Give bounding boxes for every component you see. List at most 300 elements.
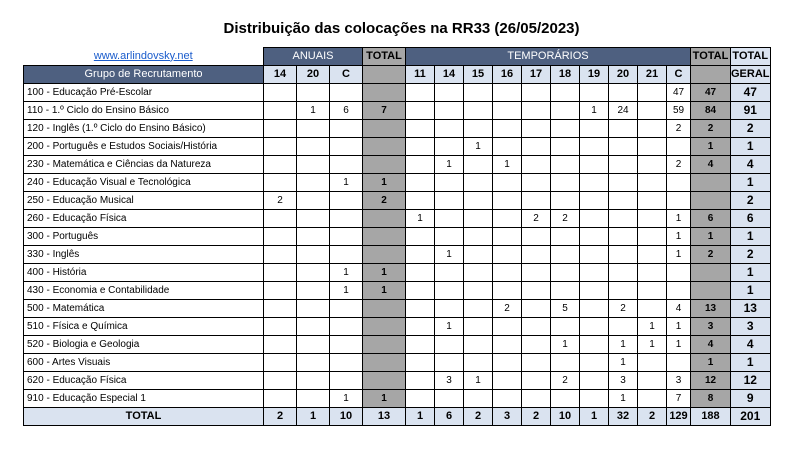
total-geral-cell: 91 bbox=[731, 102, 771, 120]
total-anuais-cell bbox=[363, 336, 406, 354]
temp-cell bbox=[435, 120, 464, 138]
temp-cell bbox=[464, 120, 493, 138]
group-name-cell: 510 - Física e Química bbox=[24, 318, 264, 336]
temp-cell bbox=[464, 390, 493, 408]
anuais-cell bbox=[264, 228, 297, 246]
group-name-cell: 330 - Inglês bbox=[24, 246, 264, 264]
site-link[interactable]: www.arlindovsky.net bbox=[93, 49, 193, 62]
total-temp-cell: 2 bbox=[691, 120, 731, 138]
temp-cell bbox=[493, 318, 522, 336]
temp-cell bbox=[406, 84, 435, 102]
anuais-cell bbox=[264, 318, 297, 336]
temp-cell bbox=[406, 318, 435, 336]
anuais-cell bbox=[264, 84, 297, 102]
table-row bbox=[24, 84, 771, 102]
table-row bbox=[24, 372, 771, 390]
total-temp-cell: 4 bbox=[691, 336, 731, 354]
anuais-cell bbox=[330, 246, 363, 264]
temp-cell bbox=[406, 390, 435, 408]
temp-cell bbox=[493, 390, 522, 408]
temp-cell bbox=[493, 282, 522, 300]
totals-temp-cell: 129 bbox=[667, 408, 691, 426]
temp-cell bbox=[464, 228, 493, 246]
totals-temp-cell: 2 bbox=[464, 408, 493, 426]
temp-cell bbox=[464, 174, 493, 192]
temp-cell bbox=[464, 282, 493, 300]
temp-col-header: C bbox=[667, 66, 691, 84]
totals-label: TOTAL bbox=[24, 408, 264, 426]
temp-cell bbox=[406, 336, 435, 354]
temp-cell bbox=[638, 210, 667, 228]
temp-cell bbox=[406, 192, 435, 210]
temp-cell bbox=[609, 246, 638, 264]
temp-cell bbox=[638, 264, 667, 282]
group-name-cell: 250 - Educação Musical bbox=[24, 192, 264, 210]
temp-cell bbox=[638, 354, 667, 372]
temp-cell bbox=[609, 138, 638, 156]
temp-cell bbox=[580, 120, 609, 138]
temp-col-header: 16 bbox=[493, 66, 522, 84]
total-anuais-cell bbox=[363, 84, 406, 102]
anuais-cell bbox=[264, 390, 297, 408]
temp-cell bbox=[580, 282, 609, 300]
temp-cell: 7 bbox=[667, 390, 691, 408]
temp-cell bbox=[406, 228, 435, 246]
temp-cell bbox=[406, 282, 435, 300]
total-anuais-cell: 1 bbox=[363, 264, 406, 282]
temp-cell bbox=[435, 210, 464, 228]
temp-cell bbox=[609, 156, 638, 174]
temp-col-header: 15 bbox=[464, 66, 493, 84]
total-geral-cell: 4 bbox=[731, 156, 771, 174]
temp-cell bbox=[435, 300, 464, 318]
temporarios-header: TEMPORÁRIOS bbox=[406, 48, 691, 66]
totals-temp-cell: 2 bbox=[638, 408, 667, 426]
temp-cell bbox=[493, 228, 522, 246]
anuais-cell bbox=[297, 264, 330, 282]
total-temp-cell: 1 bbox=[691, 354, 731, 372]
temp-cell bbox=[522, 102, 551, 120]
table-row bbox=[24, 354, 771, 372]
total-geral-cell: 1 bbox=[731, 174, 771, 192]
total-temp-cell bbox=[691, 264, 731, 282]
anuais-cell bbox=[297, 336, 330, 354]
temp-cell bbox=[406, 300, 435, 318]
temp-cell bbox=[522, 174, 551, 192]
anuais-cell: 1 bbox=[330, 264, 363, 282]
temp-cell: 3 bbox=[435, 372, 464, 390]
temp-cell bbox=[493, 372, 522, 390]
temp-cell bbox=[435, 192, 464, 210]
temp-cell: 1 bbox=[638, 336, 667, 354]
total-geral-cell: 47 bbox=[731, 84, 771, 102]
temp-cell: 24 bbox=[609, 102, 638, 120]
temp-cell bbox=[522, 354, 551, 372]
group-name-cell: 600 - Artes Visuais bbox=[24, 354, 264, 372]
anuais-col-header: C bbox=[330, 66, 363, 84]
temp-cell bbox=[580, 318, 609, 336]
temp-cell bbox=[580, 300, 609, 318]
temp-cell bbox=[406, 120, 435, 138]
anuais-cell bbox=[297, 120, 330, 138]
temp-col-header: 20 bbox=[609, 66, 638, 84]
group-name-cell: 240 - Educação Visual e Tecnológica bbox=[24, 174, 264, 192]
temp-cell: 1 bbox=[435, 156, 464, 174]
total-anuais-cell bbox=[363, 156, 406, 174]
total-temp-cell bbox=[691, 174, 731, 192]
temp-cell bbox=[580, 156, 609, 174]
total-geral-cell: 13 bbox=[731, 300, 771, 318]
temp-cell bbox=[406, 372, 435, 390]
anuais-cell bbox=[330, 138, 363, 156]
totals-temp-cell: 3 bbox=[493, 408, 522, 426]
temp-cell bbox=[638, 228, 667, 246]
total-geral-cell: 1 bbox=[731, 228, 771, 246]
temp-cell bbox=[522, 138, 551, 156]
group-name-cell: 200 - Português e Estudos Sociais/História bbox=[24, 138, 264, 156]
temp-cell bbox=[551, 84, 580, 102]
anuais-cell bbox=[297, 84, 330, 102]
anuais-cell bbox=[264, 156, 297, 174]
temp-cell bbox=[580, 174, 609, 192]
temp-cell bbox=[580, 336, 609, 354]
anuais-cell bbox=[264, 102, 297, 120]
temp-cell bbox=[638, 282, 667, 300]
table-row bbox=[24, 228, 771, 246]
temp-cell: 2 bbox=[609, 300, 638, 318]
anuais-cell bbox=[297, 300, 330, 318]
totals-temp-cell: 32 bbox=[609, 408, 638, 426]
temp-cell: 3 bbox=[609, 372, 638, 390]
temp-cell bbox=[406, 264, 435, 282]
table-row bbox=[24, 192, 771, 210]
temp-cell bbox=[609, 192, 638, 210]
anuais-cell bbox=[297, 228, 330, 246]
total-anuais-cell bbox=[363, 246, 406, 264]
temp-cell: 1 bbox=[667, 210, 691, 228]
temp-cell bbox=[435, 390, 464, 408]
temp-cell bbox=[406, 174, 435, 192]
temp-cell bbox=[493, 84, 522, 102]
temp-cell bbox=[522, 192, 551, 210]
temp-cell bbox=[638, 120, 667, 138]
table-row bbox=[24, 102, 771, 120]
total-temp-cell: 84 bbox=[691, 102, 731, 120]
temp-cell bbox=[435, 282, 464, 300]
temp-cell bbox=[464, 336, 493, 354]
temp-cell bbox=[464, 318, 493, 336]
totals-total-anuais: 13 bbox=[363, 408, 406, 426]
anuais-cell bbox=[330, 354, 363, 372]
temp-cell bbox=[522, 228, 551, 246]
temp-cell: 3 bbox=[667, 372, 691, 390]
temp-cell: 1 bbox=[667, 336, 691, 354]
temp-cell bbox=[580, 390, 609, 408]
table-row bbox=[24, 264, 771, 282]
temp-cell bbox=[638, 174, 667, 192]
total-anuais-cell bbox=[363, 372, 406, 390]
temp-cell bbox=[580, 264, 609, 282]
totals-row bbox=[24, 408, 771, 426]
temp-cell bbox=[638, 138, 667, 156]
temp-cell bbox=[464, 246, 493, 264]
grupo-header: Grupo de Recrutamento bbox=[24, 66, 264, 84]
temp-cell bbox=[522, 390, 551, 408]
temp-cell bbox=[406, 156, 435, 174]
table-row bbox=[24, 282, 771, 300]
temp-cell bbox=[580, 192, 609, 210]
temp-cell bbox=[551, 138, 580, 156]
temp-cell: 2 bbox=[522, 210, 551, 228]
total-anuais-cell: 7 bbox=[363, 102, 406, 120]
total-anuais-cell bbox=[363, 300, 406, 318]
total-geral-cell: 2 bbox=[731, 120, 771, 138]
temp-cell bbox=[464, 354, 493, 372]
temp-cell: 47 bbox=[667, 84, 691, 102]
temp-cell: 1 bbox=[435, 246, 464, 264]
placements-table bbox=[23, 47, 771, 426]
temp-cell bbox=[609, 84, 638, 102]
anuais-cell bbox=[297, 354, 330, 372]
temp-cell bbox=[522, 156, 551, 174]
total-anuais-cell: 1 bbox=[363, 174, 406, 192]
temp-cell bbox=[609, 264, 638, 282]
temp-cell bbox=[580, 228, 609, 246]
totals-temp-cell: 1 bbox=[580, 408, 609, 426]
total-anuais-cell: 1 bbox=[363, 282, 406, 300]
totals-anuais-cell: 10 bbox=[330, 408, 363, 426]
temp-cell bbox=[580, 372, 609, 390]
total-geral-cell: 6 bbox=[731, 210, 771, 228]
totals-total-temp: 188 bbox=[691, 408, 731, 426]
temp-cell: 1 bbox=[638, 318, 667, 336]
temp-cell bbox=[464, 84, 493, 102]
temp-cell bbox=[638, 192, 667, 210]
total-geral-cell: 2 bbox=[731, 246, 771, 264]
temp-cell bbox=[464, 210, 493, 228]
table-row bbox=[24, 120, 771, 138]
anuais-cell bbox=[264, 300, 297, 318]
temp-cell bbox=[667, 192, 691, 210]
total-anuais-cell bbox=[363, 228, 406, 246]
anuais-cell bbox=[297, 282, 330, 300]
temp-cell bbox=[580, 354, 609, 372]
anuais-cell bbox=[297, 390, 330, 408]
group-name-cell: 110 - 1.º Ciclo do Ensino Básico bbox=[24, 102, 264, 120]
temp-cell bbox=[435, 84, 464, 102]
temp-cell bbox=[493, 354, 522, 372]
temp-cell bbox=[435, 264, 464, 282]
temp-cell bbox=[435, 174, 464, 192]
temp-col-header: 11 bbox=[406, 66, 435, 84]
temp-cell bbox=[522, 300, 551, 318]
temp-cell bbox=[580, 246, 609, 264]
temp-cell bbox=[493, 102, 522, 120]
anuais-cell: 1 bbox=[330, 390, 363, 408]
temp-cell bbox=[551, 264, 580, 282]
anuais-cell bbox=[330, 210, 363, 228]
temp-cell bbox=[493, 210, 522, 228]
temp-cell bbox=[464, 156, 493, 174]
total-temp-cell: 47 bbox=[691, 84, 731, 102]
temp-cell: 1 bbox=[667, 228, 691, 246]
table-row bbox=[24, 246, 771, 264]
totals-anuais-cell: 1 bbox=[297, 408, 330, 426]
temp-cell: 1 bbox=[667, 318, 691, 336]
page-title: Distribuição das colocações na RR33 (26/05/2023) bbox=[223, 20, 580, 37]
temp-cell bbox=[609, 210, 638, 228]
temp-cell: 2 bbox=[493, 300, 522, 318]
temp-col-header: 18 bbox=[551, 66, 580, 84]
anuais-cell: 1 bbox=[297, 102, 330, 120]
temp-cell bbox=[406, 138, 435, 156]
temp-cell bbox=[551, 246, 580, 264]
total-temp-cell: 1 bbox=[691, 138, 731, 156]
total-geral-cell: 1 bbox=[731, 138, 771, 156]
anuais-cell bbox=[297, 246, 330, 264]
anuais-cell bbox=[264, 282, 297, 300]
total-geral-cell: 9 bbox=[731, 390, 771, 408]
anuais-cell bbox=[264, 264, 297, 282]
anuais-col-header: 20 bbox=[297, 66, 330, 84]
temp-cell bbox=[435, 138, 464, 156]
anuais-cell bbox=[264, 210, 297, 228]
table-row bbox=[24, 300, 771, 318]
group-name-cell: 910 - Educação Especial 1 bbox=[24, 390, 264, 408]
temp-cell bbox=[464, 192, 493, 210]
totals-temp-cell: 1 bbox=[406, 408, 435, 426]
temp-cell bbox=[522, 264, 551, 282]
temp-cell bbox=[522, 120, 551, 138]
group-name-cell: 100 - Educação Pré-Escolar bbox=[24, 84, 264, 102]
anuais-cell bbox=[330, 84, 363, 102]
table-row bbox=[24, 336, 771, 354]
anuais-cell bbox=[264, 354, 297, 372]
anuais-cell: 2 bbox=[264, 192, 297, 210]
table-row bbox=[24, 390, 771, 408]
temp-cell bbox=[551, 354, 580, 372]
temp-cell bbox=[493, 174, 522, 192]
temp-col-header: 17 bbox=[522, 66, 551, 84]
temp-cell bbox=[406, 102, 435, 120]
anuais-cell bbox=[297, 372, 330, 390]
temp-cell bbox=[464, 300, 493, 318]
anuais-cell bbox=[297, 156, 330, 174]
temp-cell bbox=[551, 174, 580, 192]
temp-cell bbox=[551, 156, 580, 174]
total-geral-cell: 12 bbox=[731, 372, 771, 390]
temp-cell bbox=[580, 84, 609, 102]
temp-cell: 2 bbox=[667, 156, 691, 174]
temp-cell bbox=[609, 120, 638, 138]
anuais-cell bbox=[297, 192, 330, 210]
total-anuais-col-blank bbox=[363, 66, 406, 84]
total-temp-cell: 8 bbox=[691, 390, 731, 408]
total-temp-cell bbox=[691, 282, 731, 300]
anuais-cell bbox=[330, 192, 363, 210]
anuais-cell bbox=[264, 174, 297, 192]
temp-cell: 1 bbox=[406, 210, 435, 228]
temp-cell bbox=[580, 210, 609, 228]
temp-cell bbox=[667, 174, 691, 192]
temp-cell bbox=[464, 264, 493, 282]
temp-col-header: 19 bbox=[580, 66, 609, 84]
temp-cell bbox=[493, 336, 522, 354]
group-name-cell: 500 - Matemática bbox=[24, 300, 264, 318]
totals-temp-cell: 10 bbox=[551, 408, 580, 426]
temp-cell bbox=[551, 120, 580, 138]
temp-cell bbox=[638, 246, 667, 264]
temp-cell: 1 bbox=[493, 156, 522, 174]
anuais-cell bbox=[330, 120, 363, 138]
temp-cell bbox=[522, 84, 551, 102]
total-temp-cell bbox=[691, 192, 731, 210]
totals-temp-cell: 6 bbox=[435, 408, 464, 426]
total-temp-cell: 4 bbox=[691, 156, 731, 174]
total-anuais-cell bbox=[363, 210, 406, 228]
anuais-cell bbox=[330, 372, 363, 390]
anuais-cell bbox=[297, 138, 330, 156]
total-temp-cell: 6 bbox=[691, 210, 731, 228]
temp-cell: 4 bbox=[667, 300, 691, 318]
anuais-cell bbox=[297, 210, 330, 228]
total-temp-cell: 1 bbox=[691, 228, 731, 246]
temp-cell: 1 bbox=[435, 318, 464, 336]
total-geral-cell: 2 bbox=[731, 192, 771, 210]
temp-cell: 1 bbox=[609, 336, 638, 354]
group-name-cell: 230 - Matemática e Ciências da Natureza bbox=[24, 156, 264, 174]
temp-col-header: 21 bbox=[638, 66, 667, 84]
table-row bbox=[24, 138, 771, 156]
temp-cell bbox=[609, 282, 638, 300]
total-geral-cell: 1 bbox=[731, 354, 771, 372]
anuais-cell bbox=[264, 138, 297, 156]
temp-cell bbox=[609, 318, 638, 336]
temp-cell bbox=[522, 372, 551, 390]
table-row bbox=[24, 210, 771, 228]
temp-cell: 1 bbox=[464, 138, 493, 156]
temp-cell bbox=[522, 318, 551, 336]
temp-cell: 1 bbox=[609, 354, 638, 372]
group-name-cell: 120 - Inglês (1.º Ciclo do Ensino Básico) bbox=[24, 120, 264, 138]
anuais-cell bbox=[330, 336, 363, 354]
total-anuais-cell bbox=[363, 318, 406, 336]
temp-cell bbox=[435, 102, 464, 120]
table-row bbox=[24, 156, 771, 174]
temp-cell bbox=[493, 120, 522, 138]
total-temp-cell: 12 bbox=[691, 372, 731, 390]
anuais-cell bbox=[297, 318, 330, 336]
temp-cell bbox=[406, 246, 435, 264]
temp-cell: 59 bbox=[667, 102, 691, 120]
temp-cell bbox=[435, 336, 464, 354]
group-name-cell: 430 - Economia e Contabilidade bbox=[24, 282, 264, 300]
temp-cell bbox=[580, 138, 609, 156]
total-temp-col-blank bbox=[691, 66, 731, 84]
temp-cell bbox=[638, 372, 667, 390]
total-temporarios-header: TOTAL bbox=[691, 48, 731, 66]
temp-cell bbox=[609, 174, 638, 192]
temp-cell bbox=[522, 282, 551, 300]
anuais-col-header: 14 bbox=[264, 66, 297, 84]
temp-cell: 2 bbox=[551, 372, 580, 390]
total-temp-cell: 13 bbox=[691, 300, 731, 318]
total-geral-cell: 1 bbox=[731, 282, 771, 300]
temp-cell bbox=[551, 102, 580, 120]
temp-cell bbox=[638, 300, 667, 318]
temp-col-header: 14 bbox=[435, 66, 464, 84]
temp-cell bbox=[638, 84, 667, 102]
